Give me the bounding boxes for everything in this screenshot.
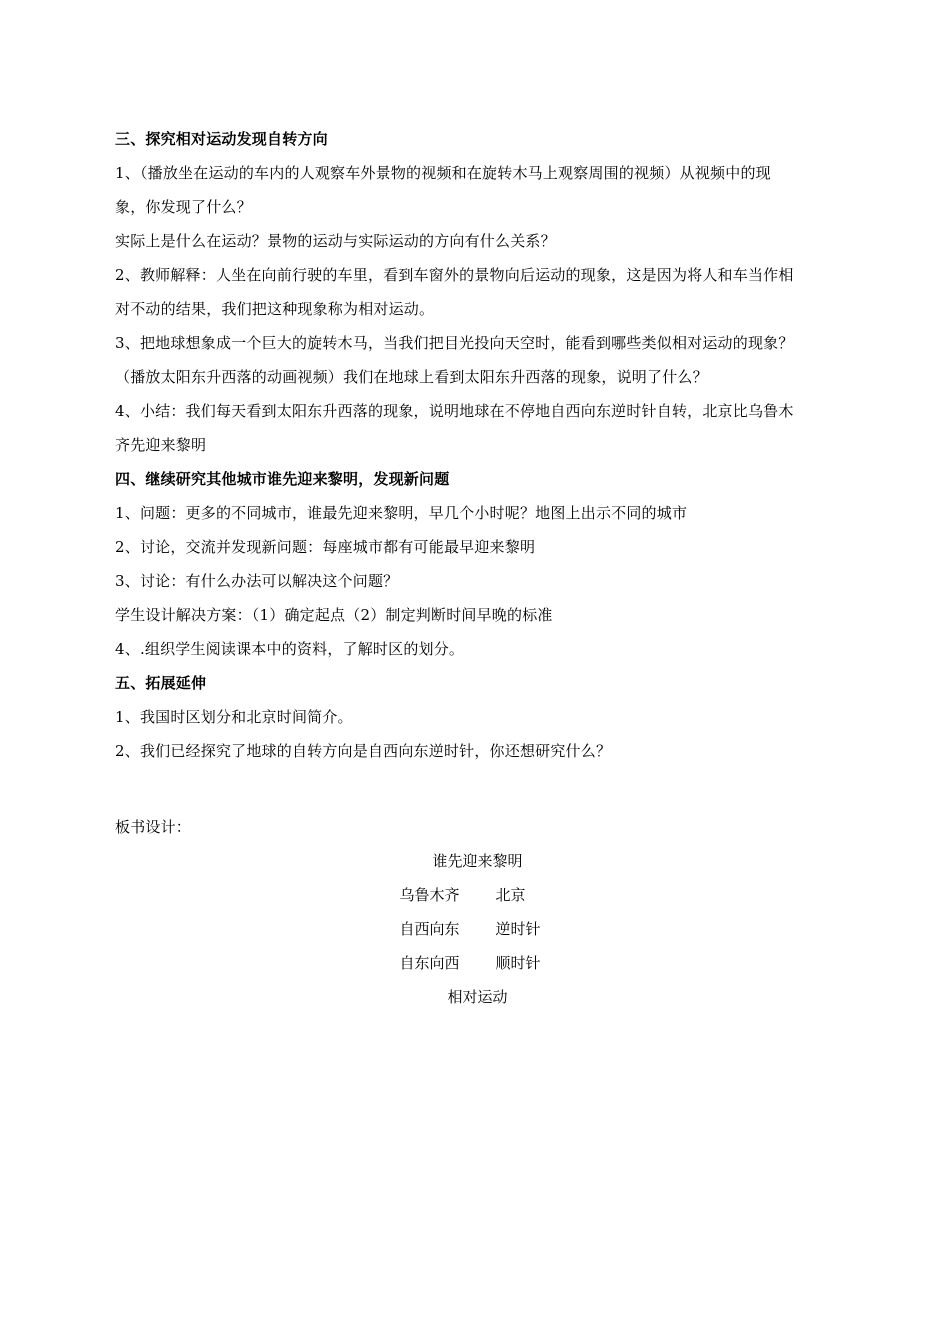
section-3-paragraph-2-line-2: 对不动的结果，我们把这种现象称为相对运动。 <box>115 300 435 318</box>
section-5-heading: 五、拓展延伸 <box>115 674 207 692</box>
section-3-paragraph-1-extra: 实际上是什么在运动？景物的运动与实际运动的方向有什么关系？ <box>115 232 556 250</box>
board-footer: 相对运动 <box>447 988 508 1006</box>
section-4-heading: 四、继续研究其他城市谁先迎来黎明，发现新问题 <box>115 470 450 488</box>
section-4-item-1: 1、问题：更多的不同城市，谁最先迎来黎明，早几个小时呢？地图上出示不同的城市 <box>115 504 688 522</box>
section-5-item-2: 2、我们已经探究了地球的自转方向是自西向东逆时针，你还想研究什么？ <box>115 742 612 760</box>
board-row-3 <box>115 946 840 980</box>
section-3-heading: 三、探究相对运动发现自转方向 <box>115 130 328 148</box>
board-row-1-gap <box>460 878 496 912</box>
section-3-paragraph-1-line-1: 1、（播放坐在运动的车内的人观察车外景物的视频和在旋转木马上观察周围的视频）从视频中的现 <box>115 164 771 182</box>
section-5-item-1: 1、我国时区划分和北京时间简介。 <box>115 708 353 726</box>
section-3-paragraph-2-line-1: 2、教师解释：人坐在向前行驶的车里，看到车窗外的景物向后运动的现象，这是因为将人和车当作相 <box>115 266 794 284</box>
section-3-paragraph-3-line-2: （播放太阳东升西落的动画视频）我们在地球上看到太阳东升西落的现象，说明了什么？ <box>115 368 708 386</box>
section-3-paragraph-4-line-1: 4、小结：我们每天看到太阳东升西落的现象，说明地球在不停地自西向东逆时针自转，北京比乌鲁木 <box>115 402 794 420</box>
board-row-2-gap <box>460 912 496 946</box>
board-row-2-left: 自西向东 <box>399 920 460 938</box>
board-title: 谁先迎来黎明 <box>432 852 523 870</box>
board-design <box>115 810 840 1014</box>
board-row-3-gap <box>460 946 496 980</box>
section-4-item-3: 3、讨论：有什么办法可以解决这个问题？ <box>115 572 399 590</box>
section-3-paragraph-1-line-2: 象，你发现了什么？ <box>115 198 252 216</box>
section-4-item-3-extra: 学生设计解决方案：（1）确定起点（2）制定判断时间早晚的标准 <box>115 606 553 624</box>
board-row-3-left: 自东向西 <box>399 954 460 972</box>
section-3-paragraph-4-line-2: 齐先迎来黎明 <box>115 436 207 454</box>
board-row-1-right: 北京 <box>495 886 526 904</box>
section-3-paragraph-3-line-1: 3、把地球想象成一个巨大的旋转木马，当我们把目光投向天空时，能看到哪些类似相对运动的现象？ <box>115 334 794 352</box>
board-row-3-right: 顺时针 <box>495 954 541 972</box>
section-4-item-2: 2、讨论，交流并发现新问题：每座城市都有可能最早迎来黎明 <box>115 538 536 556</box>
spacer <box>115 768 840 802</box>
board-row-1-left: 乌鲁木齐 <box>399 886 460 904</box>
section-4-item-4: 4、.组织学生阅读课本中的资料，了解时区的划分。 <box>115 640 465 658</box>
board-row-2-right: 逆时针 <box>495 920 541 938</box>
lesson-content <box>115 122 840 802</box>
board-design-label: 板书设计： <box>115 818 192 836</box>
board-row-1 <box>115 878 840 912</box>
board-row-2 <box>115 912 840 946</box>
